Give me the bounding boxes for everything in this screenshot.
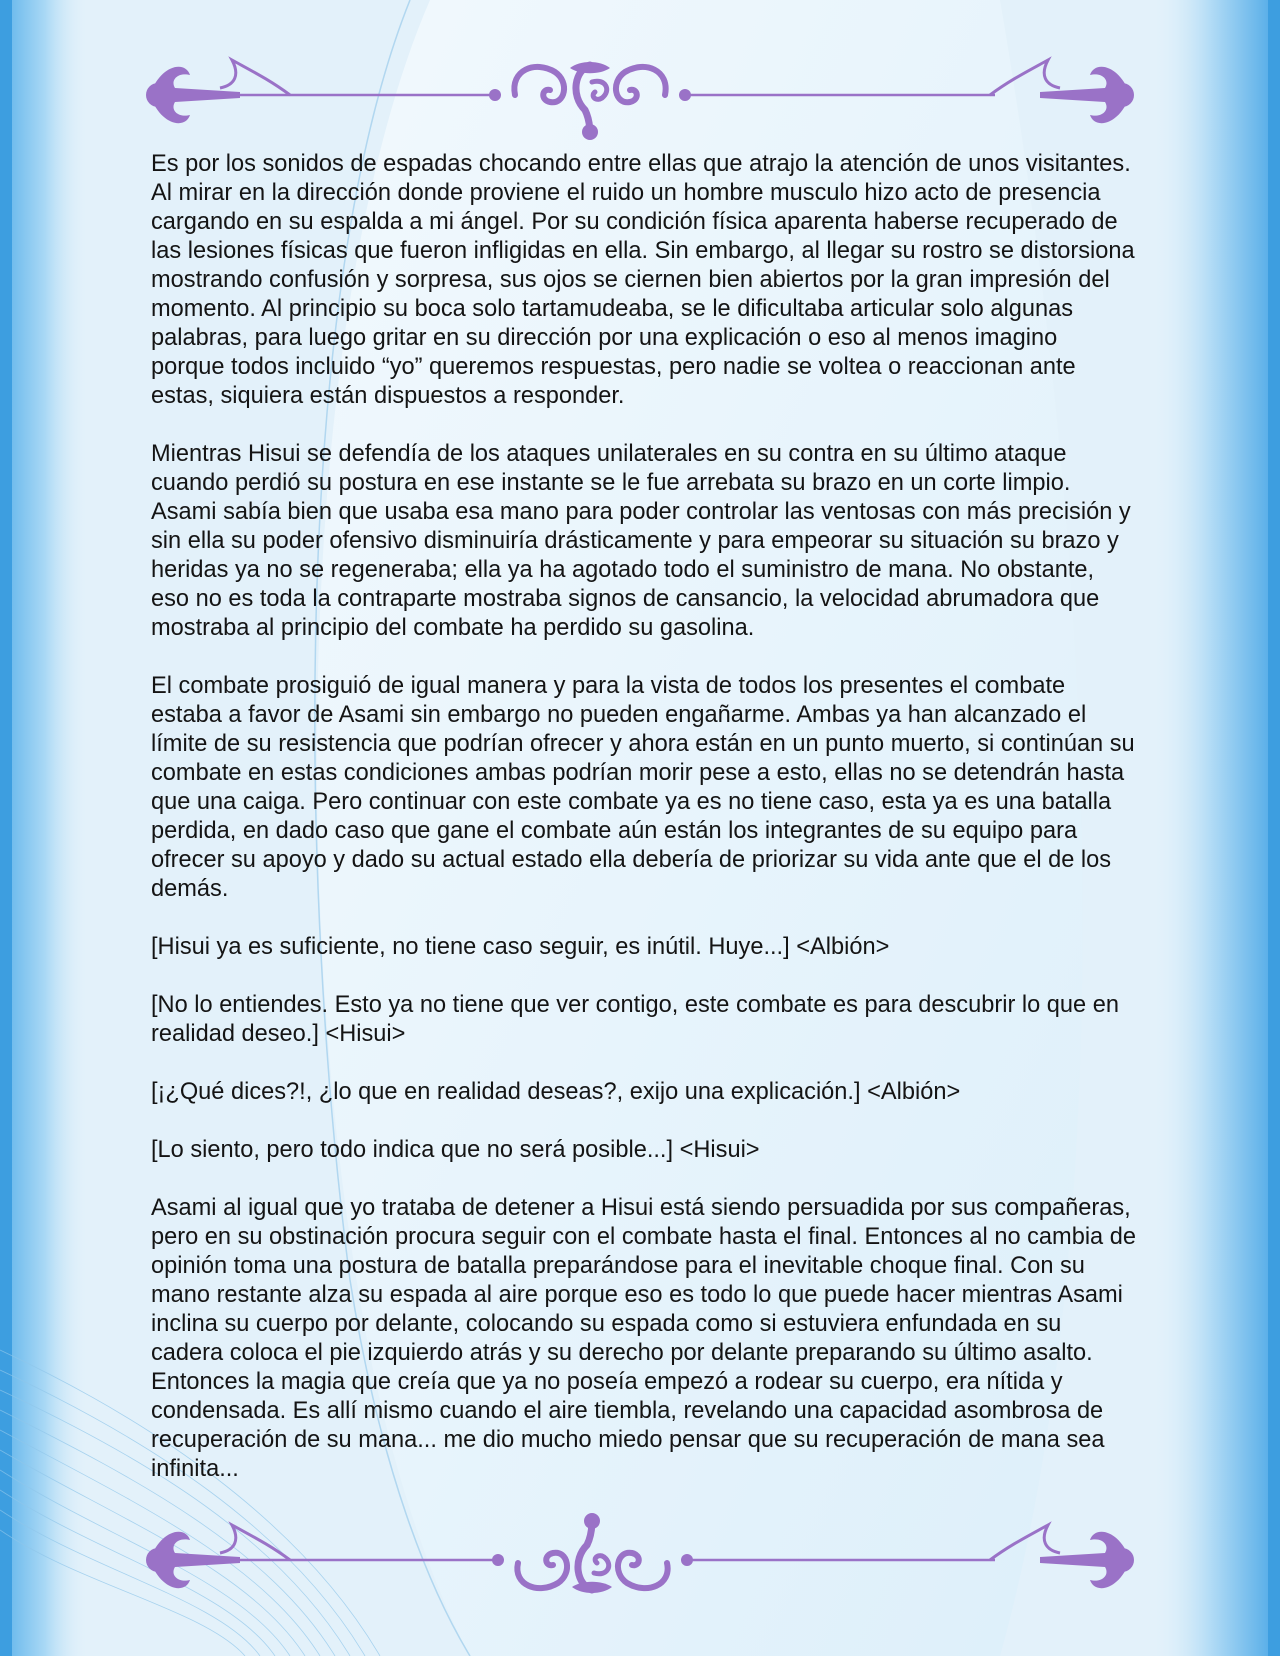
bottom-flourish-divider: [130, 1505, 1150, 1605]
dialogue-line: [No lo entiendes. Esto ya no tiene que ver contigo, este combate es para descubrir lo que en realidad deseo.] <Hisui>: [151, 992, 1119, 1047]
top-flourish-divider: [130, 40, 1150, 140]
dialogue-line: [Hisui ya es suficiente, no tiene caso seguir, es inútil. Huye...] <Albión>: [151, 934, 890, 960]
dialogue-line: [¡¿Qué dices?!, ¿lo que en realidad deseas?, exijo una explicación.] <Albión>: [151, 1079, 961, 1105]
paragraph: El combate prosiguió de igual manera y para la vista de todos los presentes el combate estaba a favor de Asami sin embargo no pueden engañarme. Ambas ya han alcanzado el límite de su resistencia que podrían ofrecer y ahora están en un punto muerto, si continúan su combate en estas condiciones ambas podrían morir pese a esto, ellas no se detendrán hasta que una caiga. Pero continuar con este combate ya es no tiene caso, esta ya es una batalla perdida, en dado caso que gane el combate aún están los integrantes de su equipo para ofrecer su apoyo y dado su actual estado ella debería de priorizar su vida ante que el de los demás.: [151, 673, 1135, 902]
paragraph: Es por los sonidos de espadas chocando entre ellas que atrajo la atención de unos visitantes. Al mirar en la dirección donde proviene el ruido un hombre musculo hizo acto de presencia cargando en su espalda a mi ángel. Por su condición física aparenta haberse recuperado de las lesiones físicas que fueron infligidas en ella. Sin embargo, al llegar su rostro se distorsiona mostrando confusión y sorpresa, sus ojos se ciernen bien abiertos por la gran impresión del momento. Al principio su boca solo tartamudeaba, se le dificultaba articular solo algunas palabras, para luego gritar en su dirección por una explicación o eso al menos imagino porque todos incluido “yo” queremos respuestas, pero nadie se voltea o reaccionan ante estas, siquiera están dispuestos a responder.: [151, 151, 1135, 409]
dialogue-line: [Lo siento, pero todo indica que no será posible...] <Hisui>: [151, 1137, 760, 1163]
document-body: [151, 150, 1136, 1513]
paragraph: Mientras Hisui se defendía de los ataques unilaterales en su contra en su último ataque cuando perdió su postura en ese instante se le fue arrebata su brazo en un corte limpio. Asami sabía bien que usaba esa mano para poder controlar las ventosas con más precisión y sin ella su poder ofensivo disminuiría drásticamente y para empeorar su situación su brazo y heridas ya no se regeneraba; ella ya ha agotado todo el suministro de mana. No obstante, eso no es toda la contraparte mostraba signos de cansancio, la velocidad abrumadora que mostraba al principio del combate ha perdido su gasolina.: [151, 441, 1131, 641]
paragraph: Asami al igual que yo trataba de detener a Hisui está siendo persuadida por sus compañeras, pero en su obstinación procura seguir con el combate hasta el final. Entonces al no cambia de opinión toma una postura de batalla preparándose para el inevitable choque final. Con su mano restante alza su espada al aire porque eso es todo lo que puede hacer mientras Asami inclina su cuerpo por delante, colocando su espada como si estuviera enfundada en su cadera coloca el pie izquierdo atrás y su derecho por delante preparando su último asalto. Entonces la magia que creía que ya no poseía empezó a rodear su cuerpo, era nítida y condensada. Es allí mismo cuando el aire tiembla, revelando una capacidad asombrosa de recuperación de su mana... me dio mucho miedo pensar que su recuperación de mana sea infinita...: [151, 1195, 1136, 1482]
